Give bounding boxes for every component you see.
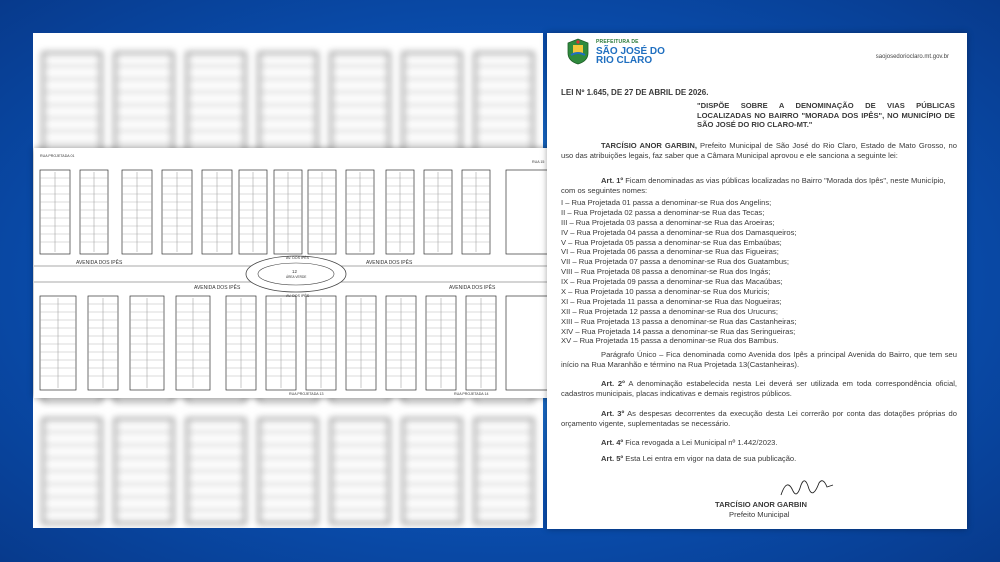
- article-1: [561, 176, 957, 195]
- list-item: VIII – Rua Projetada 08 passa a denominar-se Rua dos Ingás;: [561, 267, 771, 277]
- logo-prefeitura-text: PREFEITURA DE: [596, 38, 639, 45]
- map-drawing: [34, 148, 562, 398]
- list-item: XII – Rua Projetada 12 passa a denominar-se Rua dos Urucuns;: [561, 306, 778, 316]
- law-document: [547, 33, 967, 529]
- map-block: [346, 170, 374, 254]
- list-item: II – Rua Projetada 02 passa a denominar-se Rua das Tecas;: [561, 207, 765, 217]
- article-4-label: Art. 4º: [601, 438, 624, 447]
- map-top-street-right: RUA 15: [532, 160, 545, 164]
- logo-city-line1: SÃO JOSÉ DO: [596, 45, 665, 57]
- map-block: [239, 170, 267, 254]
- paragrafo-unico: Parágrafo Único – Fica denominada como Avenida dos Ipês a principal Avenida do Bairro, que tem seu início na Rua Maranhão e término na Rua Projetada 13(Castanheiras).: [561, 350, 957, 369]
- article-4-text: Fica revogada a Lei Municipal nº 1.442/2023.: [623, 438, 778, 447]
- map-block: [386, 170, 414, 254]
- article-3: [561, 409, 957, 428]
- list-item: XIII – Rua Projetada 13 passa a denominar-se Rua das Castanheiras;: [561, 316, 797, 326]
- map-top-street-left: RUA PROJETADA 01: [40, 154, 75, 158]
- map-block: [462, 170, 490, 254]
- article-2-text: A denominação estabelecida nesta Lei deverá ser utilizada em toda correspondência oficial, cadastros municipais, placas indicativas e demais registros públicos.: [561, 379, 957, 398]
- signer-name: TARCÍSIO ANOR GARBIN: [715, 500, 807, 509]
- map-block: [424, 170, 452, 254]
- map-block: [426, 296, 456, 390]
- article-5-text: Esta Lei entra em vigor na data de sua publicação.: [623, 454, 797, 463]
- law-ementa: "DISPÕE SOBRE A DENOMINAÇÃO DE VIAS PÚBLICAS LOCALIZADAS NO BAIRRO "MORADA DOS IPÊS", NO MUNICÍPIO DE SÃO JOSÉ DO RIO CLARO-MT.": [697, 101, 955, 130]
- avenue-label-left: AVENIDA DOS IPÊS: [76, 260, 123, 266]
- map-block: [122, 170, 152, 254]
- article-2-label: Art. 2º: [601, 379, 625, 388]
- list-item: VI – Rua Projetada 06 passa a denominar-se Rua das Figueiras;: [561, 247, 779, 257]
- map-block: [176, 296, 210, 390]
- coat-of-arms-icon: [563, 37, 593, 65]
- map-block: [308, 170, 336, 254]
- law-title: LEI Nº 1.645, DE 27 DE ABRIL DE 2026.: [561, 88, 709, 97]
- map-block: [80, 170, 108, 254]
- map-block: [306, 296, 336, 390]
- prefeitura-logo: [563, 37, 665, 65]
- roundabout-number: 12: [292, 269, 297, 274]
- signature-scribble: [777, 473, 837, 503]
- article-1-label: Art. 1º: [601, 176, 624, 185]
- list-item: IX – Rua Projetada 09 passa a denominar-se Rua das Macaúbas;: [561, 277, 783, 287]
- map-block: [274, 170, 302, 254]
- subdivision-map: [34, 148, 562, 398]
- list-item: III – Rua Projetada 03 passa a denominar-se Rua das Aroeiras;: [561, 217, 775, 227]
- list-item: XV – Rua Projetada 15 passa a denominar-se Rua dos Bambus.: [561, 336, 779, 346]
- article-1-text: Ficam denominadas as vias públicas localizadas no Bairro "Morada dos Ipês", neste Município, com os seguintes nomes:: [561, 176, 946, 195]
- bottom-street-label-2: RUA PROJETADA 14: [454, 392, 489, 396]
- logo-city-line2: RIO CLARO: [596, 54, 653, 66]
- avenue-label-lower: AVENIDA DOS IPÊS: [194, 285, 241, 291]
- map-block: [346, 296, 376, 390]
- avenue-label-lower-right: AVENIDA DOS IPÊS: [449, 285, 496, 291]
- map-block: [130, 296, 164, 390]
- mayor-name: TARCÍSIO ANOR GARBIN,: [601, 141, 697, 150]
- article-3-label: Art. 3º: [601, 409, 625, 418]
- list-item: VII – Rua Projetada 07 passa a denominar-se Rua dos Guatambus;: [561, 257, 789, 267]
- signer-role: Prefeito Municipal: [729, 510, 790, 519]
- article-5: [601, 454, 796, 464]
- article-3-text: As despesas decorrentes da execução desta Lei correrão por conta das dotações próprias do orçamento vigente, suplementadas se necessário.: [561, 409, 957, 428]
- map-block: [466, 296, 496, 390]
- map-block: [40, 170, 70, 254]
- article-4: [601, 438, 778, 448]
- law-intro: [561, 141, 957, 160]
- street-list: [561, 198, 797, 346]
- map-block: [88, 296, 118, 390]
- map-block: [266, 296, 296, 390]
- avenue-label-right: AVENIDA DOS IPÊS: [366, 260, 413, 266]
- list-item: IV – Rua Projetada 04 passa a denominar-se Rua dos Damasqueiros;: [561, 227, 797, 237]
- roundabout-center-label: ÁREA VERDE: [286, 275, 307, 279]
- list-item: V – Rua Projetada 05 passa a denominar-se Rua das Embaúbas;: [561, 237, 782, 247]
- map-block: [202, 170, 232, 254]
- roundabout-top-label: AV. DOS IPÊS: [286, 256, 310, 260]
- bottom-street-label-1: RUA PROJETADA 13: [289, 392, 324, 396]
- map-block: [162, 170, 192, 254]
- map-block: [226, 296, 256, 390]
- article-2: [561, 379, 957, 398]
- map-block: [386, 296, 416, 390]
- list-item: XI – Rua Projetada 11 passa a denominar-se Rua das Nogueiras;: [561, 296, 782, 306]
- roundabout-bottom-label: AV. DOS IPÊS: [286, 294, 310, 298]
- intro-text: Prefeito Municipal de São José do Rio Claro, Estado de Mato Grosso, no uso das atribuições legais, faz saber que a Câmara Municipal aprovou e ele sanciona a seguinte lei:: [561, 141, 957, 160]
- list-item: I – Rua Projetada 01 passa a denominar-se Rua dos Angelins;: [561, 198, 772, 207]
- website-url: saojosedorioclaro.mt.gov.br: [875, 54, 949, 60]
- list-item: X – Rua Projetada 10 passa a denominar-se Rua dos Muricis;: [561, 287, 770, 297]
- list-item: XIV – Rua Projetada 14 passa a denominar-se Rua das Seringueiras;: [561, 326, 796, 336]
- article-5-label: Art. 5º: [601, 454, 624, 463]
- map-block: [40, 296, 76, 390]
